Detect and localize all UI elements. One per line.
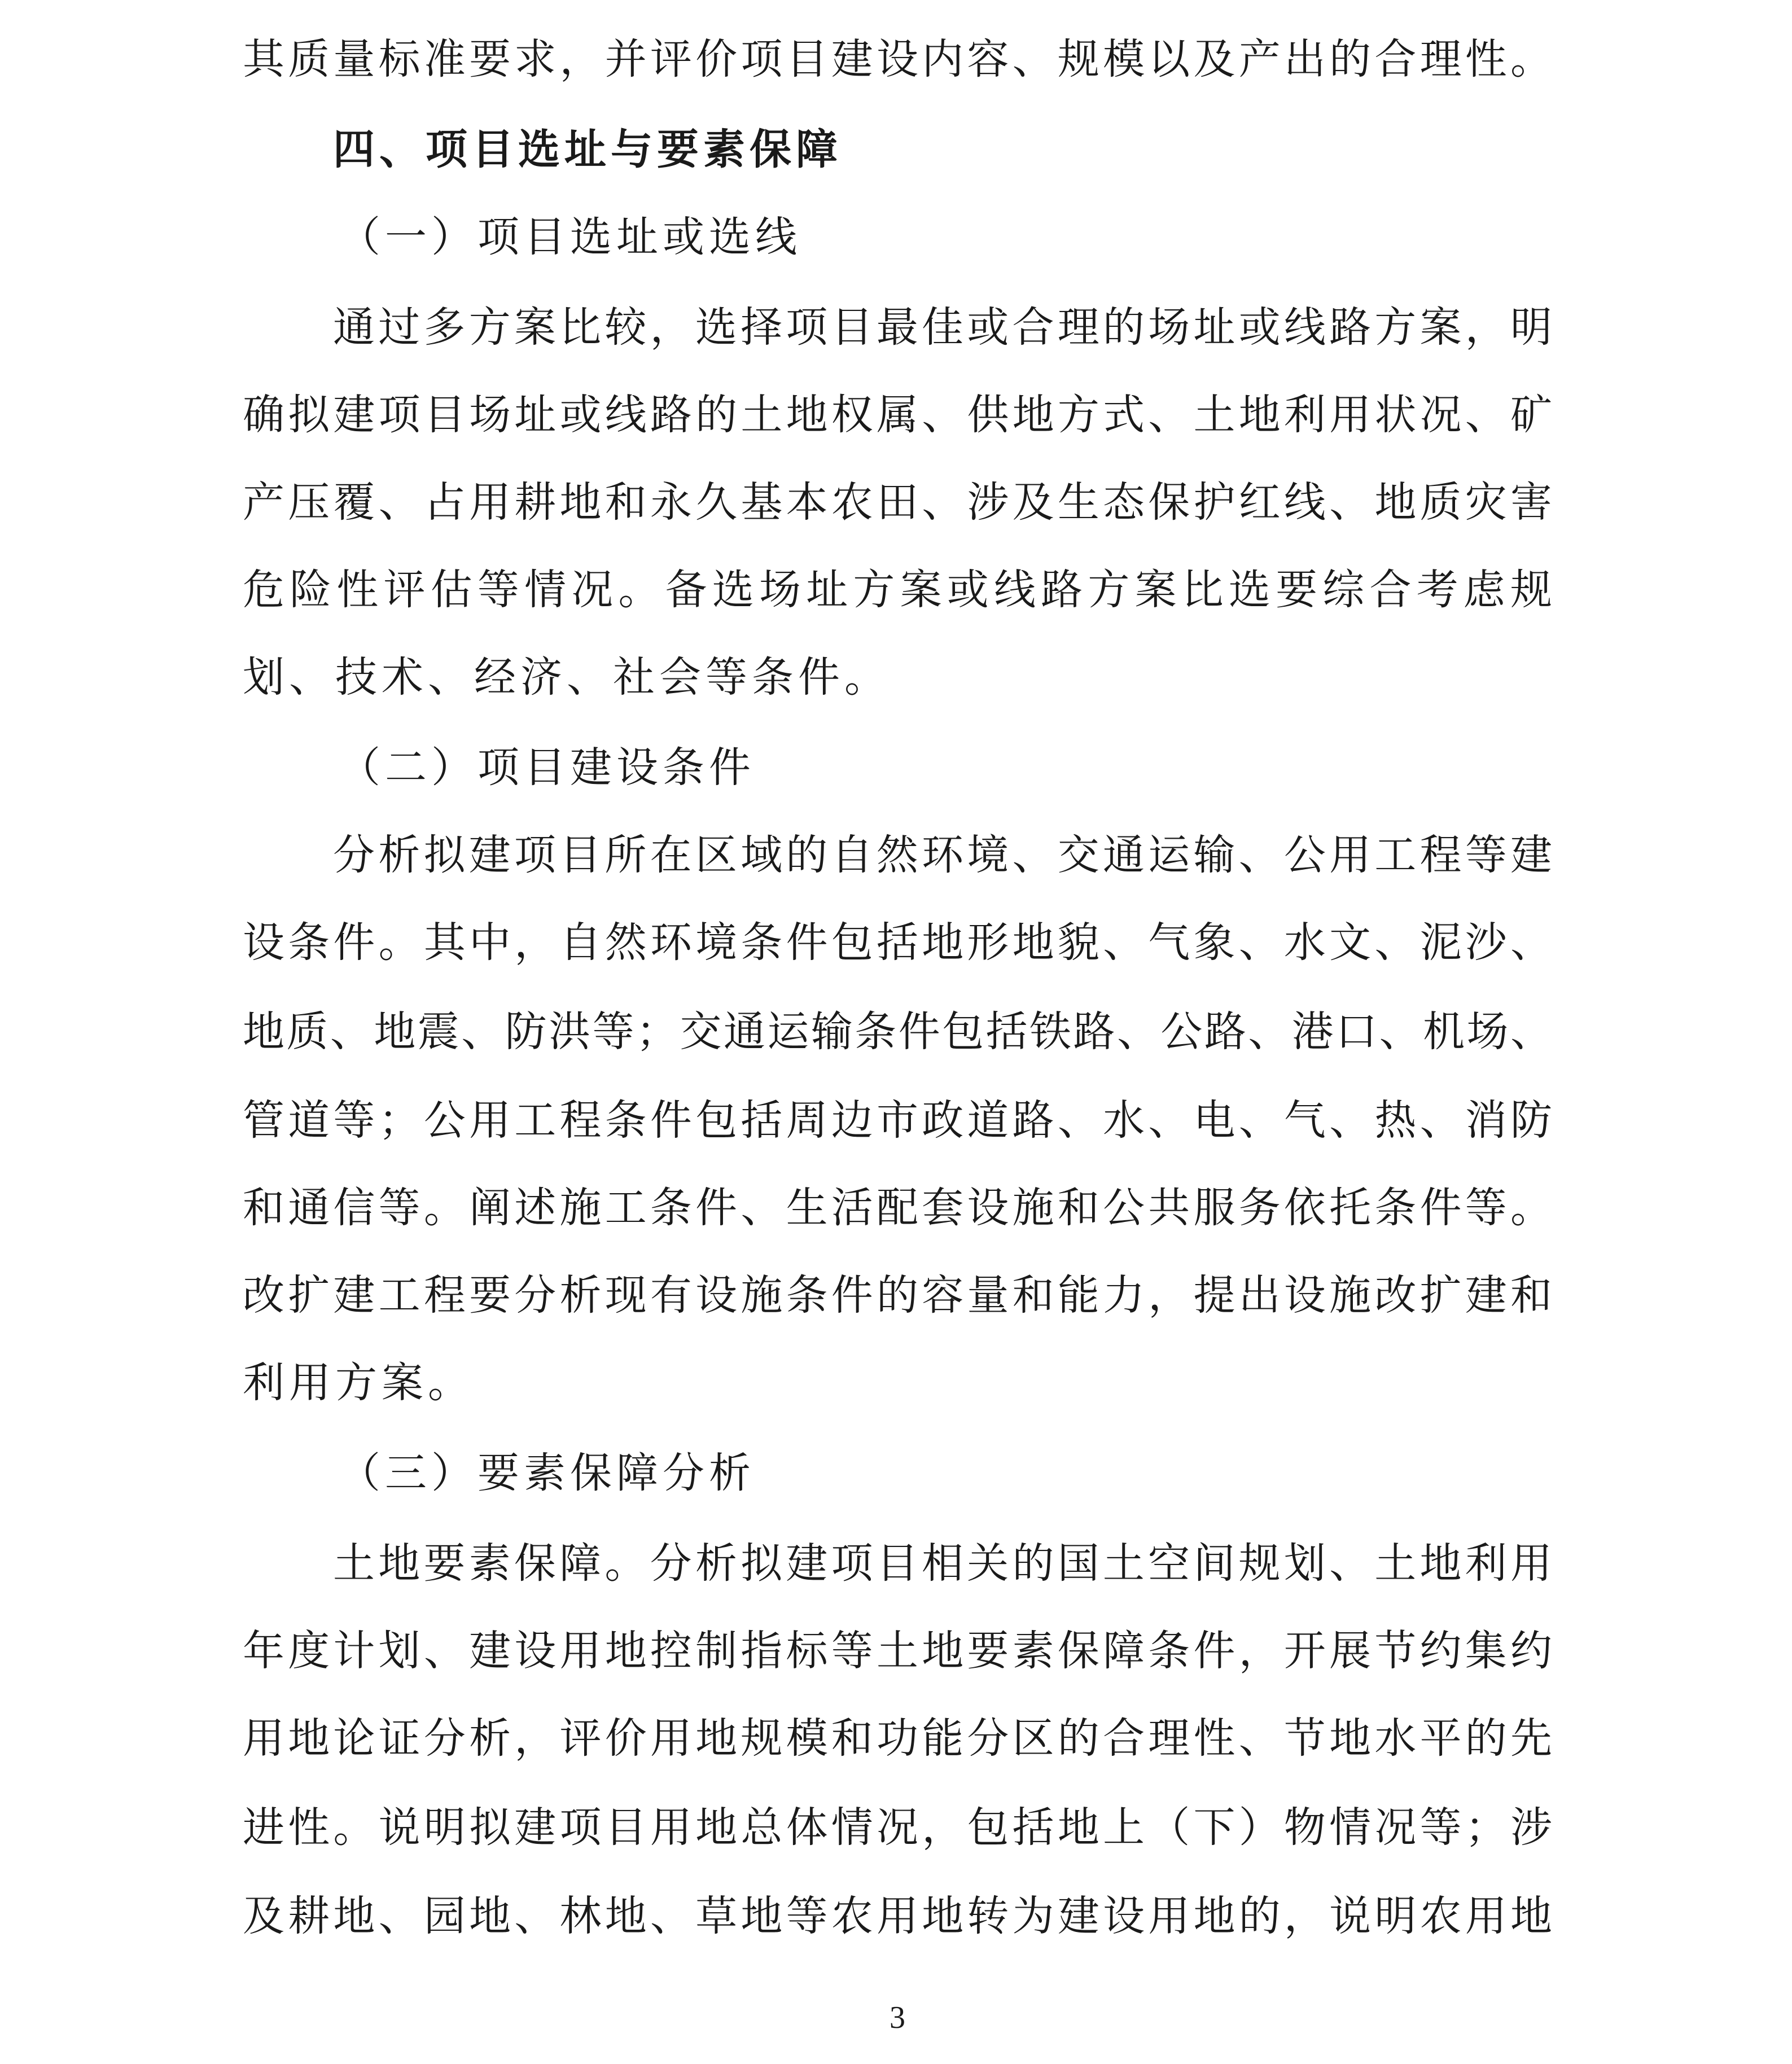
paragraph-line: 进性。说明拟建项目用地总体情况，包括地上（下）物情况等；涉 [243, 1803, 1552, 1852]
paragraph-line: 其质量标准要求，并评价项目建设内容、规模以及产出的合理性。 [243, 35, 1552, 84]
paragraph-line: 用地论证分析，评价用地规模和功能分区的合理性、节地水平的先 [243, 1714, 1552, 1763]
paragraph-line: 设条件。其中，自然环境条件包括地形地貌、气象、水文、泥沙、 [243, 918, 1552, 967]
paragraph-line: 及耕地、园地、林地、草地等农用地转为建设用地的，说明农用地 [243, 1892, 1552, 1940]
paragraph-line: 改扩建工程要分析现有设施条件的容量和能力，提出设施改扩建和 [243, 1271, 1552, 1320]
paragraph-line: 年度计划、建设用地控制指标等土地要素保障条件，开展节约集约 [243, 1627, 1552, 1675]
paragraph-line: 地质、地震、防洪等；交通运输条件包括铁路、公路、港口、机场、 [243, 1007, 1552, 1056]
paragraph-line: 和通信等。阐述施工条件、生活配套设施和公共服务依托条件等。 [243, 1184, 1552, 1232]
subsection-heading: （二）项目建设条件 [339, 743, 755, 792]
paragraph-line: 危险性评估等情况。备选场址方案或线路方案比选要综合考虑规 [243, 566, 1552, 614]
paragraph-line: 确拟建项目场址或线路的土地权属、供地方式、土地利用状况、矿 [243, 391, 1552, 439]
paragraph-line: 划、技术、经济、社会等条件。 [243, 653, 891, 702]
section-heading: 四、项目选址与要素保障 [333, 125, 842, 174]
paragraph-line: 管道等；公用工程条件包括周边市政道路、水、电、气、热、消防 [243, 1096, 1552, 1145]
paragraph-line: 分析拟建项目所在区域的自然环境、交通运输、公用工程等建 [333, 831, 1552, 879]
page-number: 3 [890, 2000, 905, 2035]
paragraph-line: 利用方案。 [243, 1359, 474, 1407]
subsection-heading: （三）要素保障分析 [339, 1449, 755, 1497]
paragraph-line: 产压覆、占用耕地和永久基本农田、涉及生态保护红线、地质灾害 [243, 478, 1552, 527]
paragraph-line: 通过多方案比较，选择项目最佳或合理的场址或线路方案，明 [333, 303, 1552, 352]
paragraph-line: 土地要素保障。分析拟建项目相关的国土空间规划、土地利用 [333, 1539, 1552, 1588]
subsection-heading: （一）项目选址或选线 [339, 213, 801, 261]
